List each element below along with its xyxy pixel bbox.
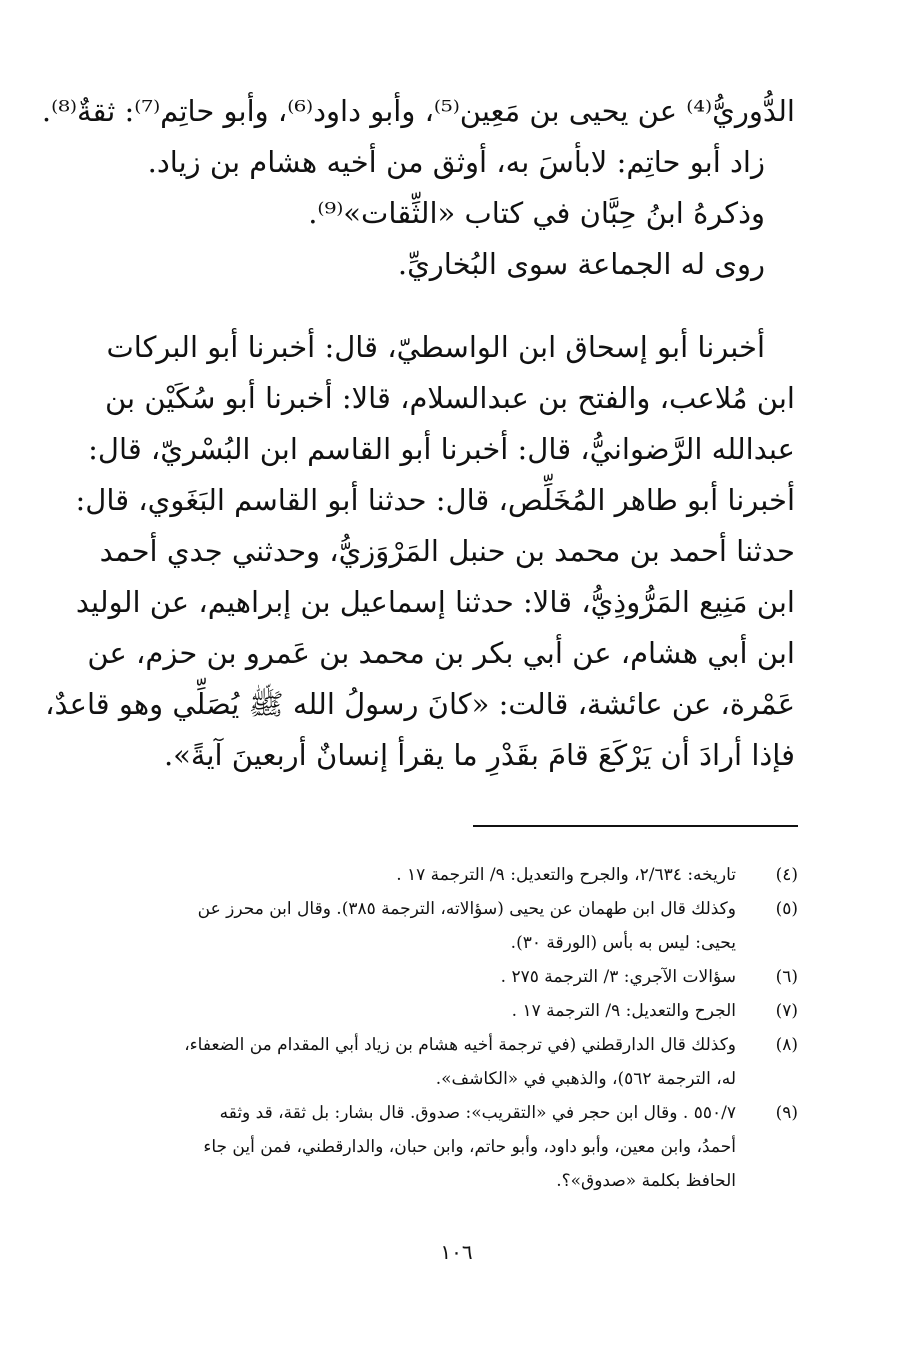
page-number: ١٠٦: [440, 1240, 473, 1264]
text-line: ابن مَنِيع المَرُّوذِيُّ، قالا: حدثنا إسماعيل بن إبراهيم، عن الوليد: [75, 585, 795, 619]
footnote-line: الحافظ بكلمة «صدوق»؟.: [556, 1171, 736, 1191]
footnote-number: (٨): [775, 1035, 798, 1055]
footnote-number: (٦): [775, 967, 798, 987]
footnote-line: وكذلك قال ابن طهمان عن يحيى (سؤالاته، الترجمة ٣٨٥). وقال ابن محرز عن: [197, 899, 736, 919]
footnote-line: الجرح والتعديل: ٩/ الترجمة ١٧ .: [511, 1001, 736, 1021]
text-line: حدثنا أحمد بن محمد بن حنبل المَرْوَزيُّ، وحدثني جدي أحمد: [99, 534, 795, 568]
footnote-5: [85, 892, 798, 960]
footnote-number: (٧): [775, 1001, 798, 1021]
text-line: الدُّوريُّ⁽⁴⁾ عن يحيى بن مَعِين⁽⁵⁾، وأبو داود⁽⁶⁾، وأبو حاتِم⁽⁷⁾: ثقةٌ⁽⁸⁾.: [41, 94, 795, 128]
footnote-line: يحيى: ليس به بأس (الورقة ٣٠).: [510, 933, 736, 953]
footnote-divider: [473, 825, 798, 827]
footnote-number: (٥): [775, 899, 798, 919]
text-line: عبدالله الرَّضوانيُّ، قال: أخبرنا أبو القاسم ابن البُسْريّ، قال:: [88, 432, 795, 466]
text-line: روى له الجماعة سوى البُخاريِّ.: [397, 247, 765, 281]
text-line: عَمْرة، عن عائشة، قالت: «كانَ رسولُ الله ﷺ يُصَلِّي وهو قاعدٌ،: [45, 687, 795, 721]
text-line: زاد أبو حاتِم: لابأسَ به، أوثق من أخيه هشام بن زياد.: [147, 145, 765, 179]
footnote-9: [85, 1096, 798, 1198]
footnote-line: أحمدُ، وابن معين، وأبو داود، وأبو حاتم، وابن حبان، والدارقطني، فمن أين جاء: [203, 1137, 736, 1157]
text-line: وذكرهُ ابنُ حِبَّان في كتاب «الثِّقات»⁽⁹⁾.: [308, 196, 765, 230]
footnotes: [85, 858, 798, 1198]
footnote-number: (٩): [775, 1103, 798, 1123]
text-line: فإذا أرادَ أن يَرْكَعَ قامَ بقَدْرِ ما يقرأ إنسانٌ أربعينَ آيةً».: [163, 738, 795, 772]
text-line: أخبرنا أبو طاهر المُخَلِّص، قال: حدثنا أبو القاسم البَغَوي، قال:: [75, 483, 795, 517]
text-line: أخبرنا أبو إسحاق ابن الواسطيّ، قال: أخبرنا أبو البركات: [106, 330, 765, 364]
footnote-line: له، الترجمة ٥٦٢)، والذهبي في «الكاشف».: [435, 1069, 736, 1089]
footnote-8: [85, 1028, 798, 1096]
footnote-7: [85, 994, 798, 1028]
main-text: [41, 86, 795, 781]
footnote-number: (٤): [775, 865, 798, 885]
footnote-line: تاريخه: ٢/٦٣٤، والجرح والتعديل: ٩/ الترجمة ١٧ .: [396, 865, 736, 885]
footnote-4: [85, 858, 798, 892]
text-line: ابن مُلاعب، والفتح بن عبدالسلام، قالا: أخبرنا أبو سُكَيْن بن: [104, 381, 795, 415]
footnote-line: سؤالات الآجري: ٣/ الترجمة ٢٧٥ .: [500, 967, 736, 987]
footnote-line: وكذلك قال الدارقطني (في ترجمة أخيه هشام بن زياد أبي المقدام من الضعفاء،: [184, 1035, 736, 1055]
footnote-6: [85, 960, 798, 994]
text-line: ابن أبي هشام، عن أبي بكر بن محمد بن عَمرو بن حزم، عن: [87, 636, 795, 670]
footnote-line: ٥٥٠/٧ . وقال ابن حجر في «التقريب»: صدوق. قال بشار: بل ثقة، قد وثقه: [219, 1103, 736, 1123]
